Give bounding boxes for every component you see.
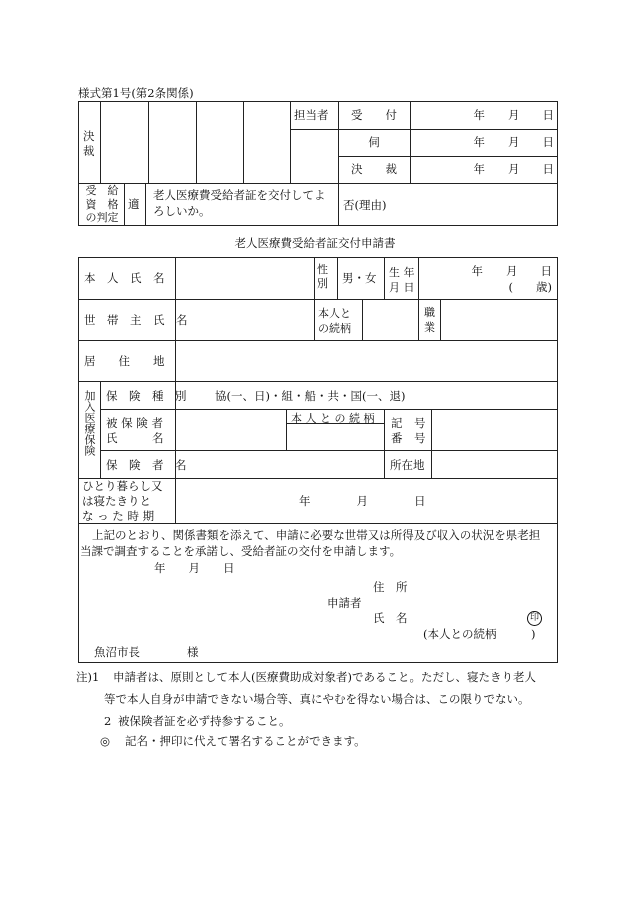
note-2-text: 被保険者証を必ず持参すること。 (118, 714, 291, 728)
hi-text: 否(理由) (343, 198, 387, 212)
insured-label-1: 被 保 険 者 (106, 416, 163, 430)
relation-label-2: の続柄 (318, 322, 351, 335)
birth-date: 年 月 日 (471, 264, 552, 278)
address-field-label: 住 所 (373, 580, 408, 594)
form-code: 様式第1号(第2条関係) (78, 86, 194, 100)
note-1-prefix: 注)1 (76, 670, 100, 684)
insurance-type-label: 保 険 種 別 (106, 389, 187, 403)
bedridden-date: 年 月 日 (299, 494, 426, 508)
applicant-field-label: 申請者 (327, 596, 362, 610)
relation-field: (本人との続柄 ) (423, 627, 536, 641)
insurance-section-label: 加入医療保険 (83, 390, 96, 456)
note-1-text-1: 申請者は、原則として本人(医療費助成対象者)であること。ただし、寝たきり老人 (113, 670, 536, 684)
uketsuke-label: 受 付 (351, 108, 397, 122)
mayor-label: 魚沼市長 (94, 645, 140, 659)
declaration-text-1: 上記のとおり、関係書類を添えて、申請に必要な世帯又は所得及び収入の状況を県老担 (92, 528, 541, 542)
note-2-prefix: 2 (104, 714, 112, 728)
kessai-row-label: 決 裁 (351, 162, 397, 176)
bedridden-label-3: な っ た 時 期 (82, 509, 155, 523)
insured-relation-label: 本 人 と の 続 柄 (291, 412, 375, 425)
birth-label-2: 月 日 (389, 281, 415, 294)
relation-label-1: 本人と (318, 307, 351, 320)
kigou-label: 記 号 (391, 416, 426, 430)
insurer-name-label: 保 険 者 名 (106, 458, 187, 472)
mayor-sama: 様 (187, 645, 199, 659)
bangou-label: 番 号 (391, 431, 426, 445)
sex-label: 性 別 (317, 263, 328, 290)
seal-mark: 印 (527, 611, 542, 626)
note-3-text: 記名・押印に代えて署名することができます。 (125, 734, 366, 748)
tekiyou-text-1: 老人医療費受給者証を交付してよ (153, 188, 326, 202)
insurance-type-value: 協(一、日)・組・船・共・国(一、退) (215, 389, 406, 403)
tekiyou-text-2: ろしいか。 (153, 204, 211, 218)
applicant-name-label: 本 人 氏 名 (84, 271, 165, 285)
insured-label-2: 氏 名 (106, 431, 164, 445)
tantousha-label: 担当者 (294, 108, 329, 122)
household-head-label: 世 帯 主 氏 名 (84, 313, 188, 327)
note-3-prefix: ◎ (100, 734, 111, 748)
ukagai-label: 伺 (368, 135, 380, 149)
address-label: 居 住 地 (84, 354, 165, 368)
insurer-location-label: 所在地 (390, 458, 425, 472)
bedridden-label-2: は寝たきりと (82, 494, 151, 508)
tekiyou-label: 適 (128, 197, 140, 211)
judgment-label: 受 給 資 格 の判定 (85, 184, 119, 224)
ukagai-date: 年 月 日 (473, 135, 554, 149)
age-value: ( 歳) (508, 280, 552, 294)
job-label: 職 業 (424, 306, 435, 334)
name-field-label: 氏 名 (373, 611, 408, 625)
sex-value: 男・女 (342, 271, 377, 285)
bedridden-label-1: ひとり暮らし又 (82, 479, 163, 493)
kessai-date: 年 月 日 (473, 162, 554, 176)
birth-label-1: 生 年 (389, 266, 415, 279)
note-1-text-2: 等で本人自身が申請できない場合等、真にやむを得ない場合は、この限りでない。 (104, 692, 530, 706)
document-title: 老人医療費受給者証交付申請書 (234, 236, 396, 250)
uketsuke-date: 年 月 日 (473, 108, 554, 122)
kessai-label: 決 裁 (83, 129, 95, 158)
declaration-text-2: 当課で調査することを承諾し、受給者証の交付を申請します。 (80, 544, 402, 558)
declaration-date: 年 月 日 (154, 561, 235, 575)
